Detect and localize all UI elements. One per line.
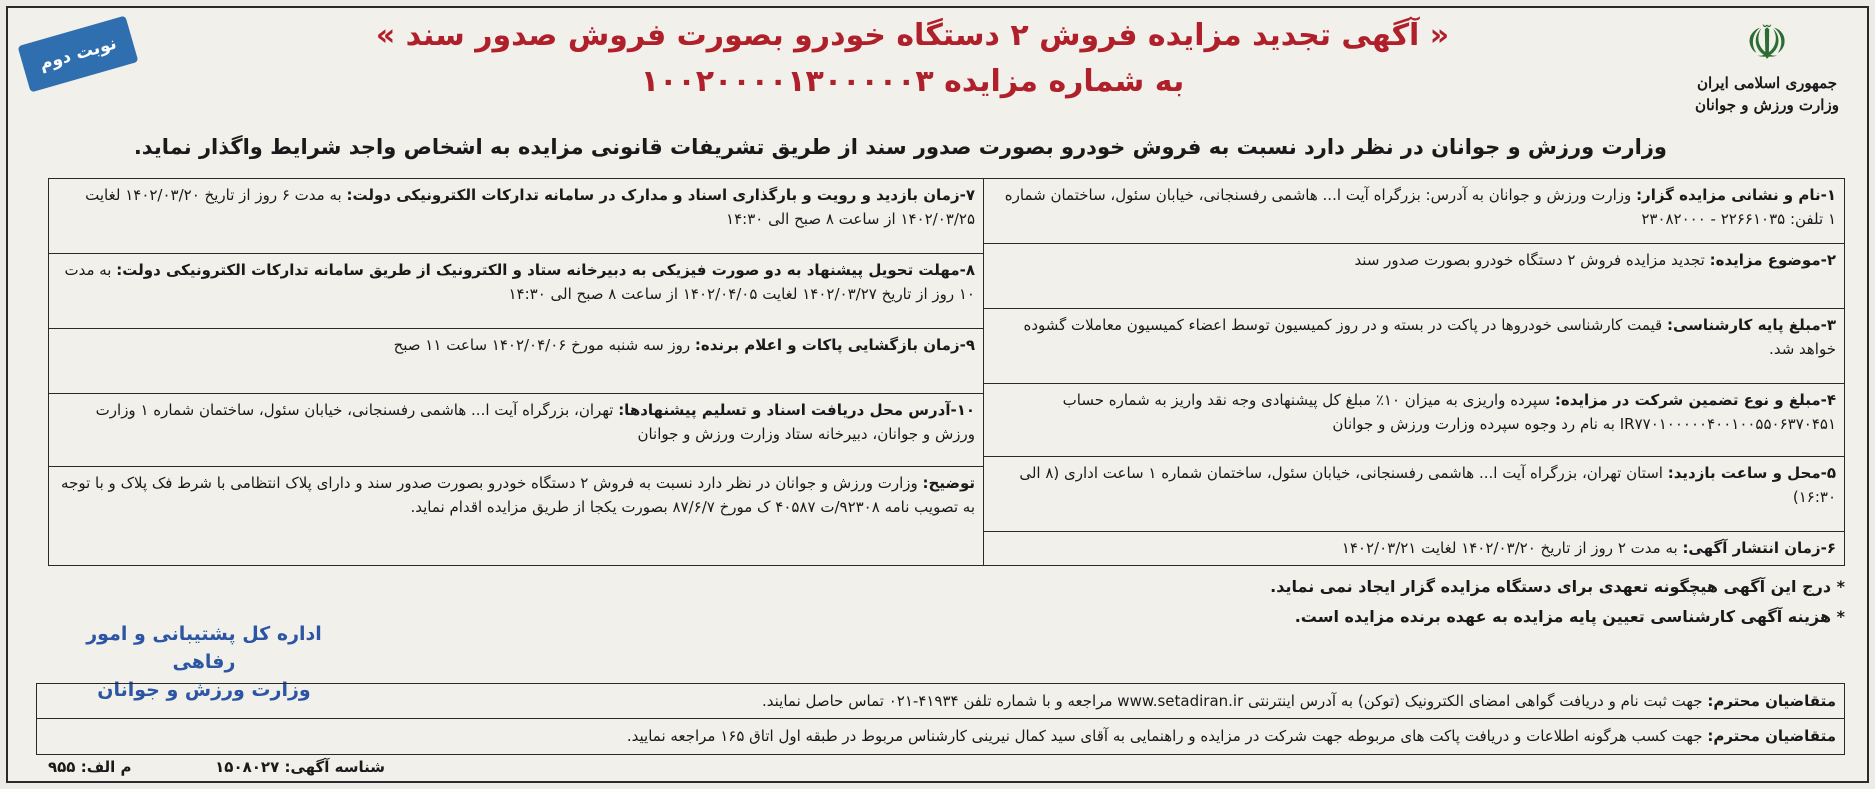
detail-item-4: ۴-مبلغ و نوع تضمین شرکت در مزایده: سپرده واریزی به میزان ۱۰٪ مبلغ کل پیشنهادی وجه نقد واریز به شماره حساب IR۷۷۰۱۰۰۰۰۰۴۰۰۱۰۰۵۵۰۶۳۷۰۴۵۱ به نام رد وجوه سپرده وزارت ورزش و جوانان (984, 384, 1844, 457)
note-2: * هزینه آگهی کارشناسی تعیین پایه مزایده به عهده برنده مزایده است. (1294, 607, 1845, 626)
round-badge: نوبت دوم (18, 15, 139, 92)
detail-item-2: ۲-موضوع مزایده: تجدید مزایده فروش ۲ دستگاه خودرو بصورت صدور سند (984, 244, 1844, 309)
intro-text: وزارت ورزش و جوانان در نظر دارد نسبت به فروش خودرو بصورت صدور سند از طریق تشریفات قانونی مزایده به اشخاص واجد شرایط واگذار نماید. (133, 135, 1667, 159)
ad-id: شناسه آگهی: ۱۵۰۸۰۲۷ (215, 758, 385, 776)
applicant-info-row-1: متقاضیان محترم: جهت ثبت نام و دریافت گواهی امضای الکترونیک (توکن) به آدرس اینترنتی www.setadiran.ir مراجعه و با شماره تلفن ۴۱۹۳۴-۰۲۱ تماس حاصل نمایند. (37, 684, 1844, 719)
auction-number: به شماره مزایده ۱۰۰۲۰۰۰۰۱۳۰۰۰۰۰۳ (640, 64, 1185, 99)
detail-item-3: ۳-مبلغ پایه کارشناسی: قیمت کارشناسی خودروها در پاکت در بسته و در روز کمیسیون توسط اعضاء کمیسیون معاملات گشوده خواهد شد. (984, 309, 1844, 384)
iran-emblem-icon: ☫ (1745, 15, 1789, 71)
details-column-left (49, 179, 983, 565)
notes (695, 572, 1845, 632)
advertisement-sheet (6, 6, 1869, 783)
detail-item-8: ۸-مهلت تحویل پیشنهاد به دو صورت فیزیکی به دبیرخانه ستاد و الکترونیک از طریق سامانه تدارکات الکترونیکی دولت: به مدت ۱۰ روز از تاریخ ۱۴۰۲/۰۳/۲۷ لغایت ۱۴۰۲/۰۴/۰۵ از ساعت ۸ صبح الی ۱۴:۳۰ (49, 254, 983, 329)
details-table (48, 178, 1845, 566)
detail-item-6: ۶-زمان انتشار آگهی: به مدت ۲ روز از تاریخ ۱۴۰۲/۰۳/۲۰ لغایت ۱۴۰۲/۰۳/۲۱ (1341, 539, 1836, 557)
detail-item-9: ۹-زمان بازگشایی پاکات و اعلام برنده: روز سه شنبه مورخ ۱۴۰۲/۰۴/۰۶ ساعت ۱۱ صبح (49, 329, 983, 394)
page-title: « آگهی تجدید مزایده فروش ۲ دستگاه خودرو بصورت فروش صدور سند » (375, 18, 1450, 53)
applicant-info-row-2: متقاضیان محترم: جهت کسب هرگونه اطلاعات و دریافت پاکت های مربوطه جهت شرکت در مزایده و راهنمایی به آقای سید کمال نیرینی کارشناس مربوط در طبقه اول اتاق ۱۶۵ مراجعه نمایید. (626, 727, 1836, 745)
ma-code: م الف: ۹۵۵ (48, 758, 132, 776)
department-line1: اداره کل پشتیبانی و امور رفاهی (86, 623, 322, 673)
ministry-emblem (1687, 14, 1847, 134)
detail-item-5: ۵-محل و ساعت بازدید: استان تهران، بزرگراه آیت ا... هاشمی رفسنجانی، خیابان سئول، ساختمان شماره ۱ ساعت اداری (۸ الی ۱۶:۳۰) (984, 457, 1844, 532)
details-column-right (983, 179, 1844, 565)
emblem-line1: جمهوری اسلامی ایران (1696, 74, 1838, 92)
detail-item-1: ۱-نام و نشانی مزایده گزار: وزارت ورزش و جوانان به آدرس: بزرگراه آیت ا... هاشمی رفسنجانی، خیابان سئول، ساختمان شماره ۱ تلفن: ۲۲۶۶۱۰۳۵ - ۲۳۰۸۲۰۰۰ (984, 179, 1844, 244)
emblem-line2: وزارت ورزش و جوانان (1695, 96, 1839, 114)
detail-item-7: ۷-زمان بازدید و رویت و بارگذاری اسناد و مدارک در سامانه تدارکات الکترونیکی دولت: به مدت ۶ روز از تاریخ ۱۴۰۲/۰۳/۲۰ لغایت ۱۴۰۲/۰۳/۲۵ از ساعت ۸ صبح الی ۱۴:۳۰ (49, 179, 983, 254)
detail-item-10: ۱۰-آدرس محل دریافت اسناد و تسلیم پیشنهادها: تهران، بزرگراه آیت ا... هاشمی رفسنجانی، خیابان سئول، ساختمان شماره ۱ وزارت ورزش و جوانان، دبیرخانه ستاد وزارت ورزش و جوانان (49, 394, 983, 467)
department-line2: وزارت ورزش و جوانان (97, 679, 311, 701)
detail-note: توضیح: وزارت ورزش و جوانان در نظر دارد نسبت به فروش ۲ دستگاه خودرو بصورت صدور سند و دارای پلاک انتظامی با شرط فک پلاک و با توجه به تصویب نامه ۹۲۳۰۸/ت ۴۰۵۸۷ ک مورخ ۸۷/۶/۷ بصورت یکجا از طریق مزایده اقدام نماید. (61, 474, 975, 516)
applicant-info-box (36, 683, 1845, 755)
ad-codes (38, 758, 1845, 784)
note-1: * درج این آگهی هیچگونه تعهدی برای دستگاه مزایده گزار ایجاد نمی نماید. (1270, 577, 1845, 596)
